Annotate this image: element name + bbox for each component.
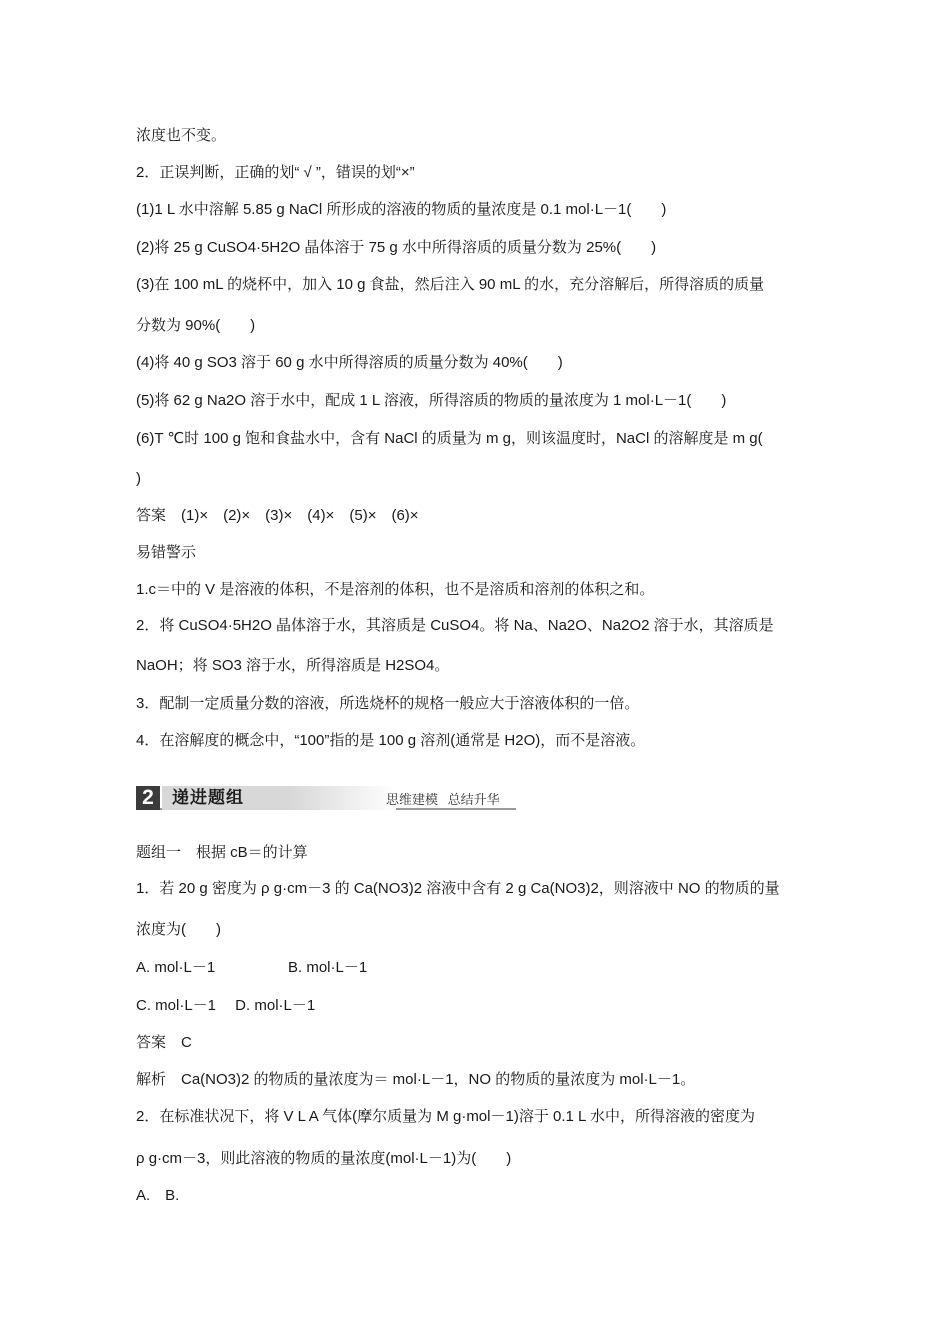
question-item: (1)1 L 水中溶解 5.85 g NaCl 所形成的溶液的物质的量浓度是 0.1 mol·L－1( ) [136, 201, 667, 218]
options-line: A. B. [136, 1187, 180, 1204]
text-line: ) [136, 470, 141, 487]
warning-item: 3．配制一定质量分数的溶液，所选烧杯的规格一般应大于溶液体积的一倍。 [136, 695, 640, 712]
section-header [136, 786, 516, 810]
warning-heading: 易错警示 [136, 544, 197, 561]
question-heading: 2．正误判断，正确的划“ √ ”，错误的划“×” [136, 164, 415, 181]
text-line: 浓度为( ) [136, 921, 221, 938]
answer-line: 答案 C [136, 1034, 192, 1051]
question-item: (5)将 62 g Na2O 溶于水中，配成 1 L 溶液，所得溶质的物质的量浓度为 1 mol·L－1( ) [136, 392, 727, 409]
text-line: 浓度也不变。 [136, 127, 227, 144]
explanation-line: 解析 Ca(NO3)2 的物质的量浓度为＝ mol·L－1，NO 的物质的量浓度为 mol·L－1。 [136, 1071, 696, 1088]
question-item: (2)将 25 g CuSO4·5H2O 晶体溶于 75 g 水中所得溶质的质量分数为 25%( ) [136, 239, 657, 256]
warning-item: 1.c＝中的 V 是溶液的体积，不是溶剂的体积，也不是溶质和溶剂的体积之和。 [136, 581, 655, 598]
group-heading: 题组一 根据 cB＝的计算 [136, 844, 308, 861]
section-number: 2 [136, 786, 160, 810]
question-item: (6)T ℃时 100 g 饱和食盐水中，含有 NaCl 的质量为 m g，则该温度时，NaCl 的溶解度是 m g( [136, 430, 763, 447]
option-a: A. mol·L－1 [136, 959, 216, 976]
section-subtitle: 思维建模 总结升华 [386, 792, 500, 807]
warning-item: 4．在溶解度的概念中，“100”指的是 100 g 溶剂(通常是 H2O)，而不是溶液。 [136, 732, 646, 749]
text-line: NaOH；将 SO3 溶于水，所得溶质是 H2SO4。 [136, 657, 450, 674]
warning-item: 2．将 CuSO4·5H2O 晶体溶于水，其溶质是 CuSO4。将 Na、Na2O、Na2O2 溶于水，其溶质是 [136, 617, 774, 634]
section-title: 递进题组 [172, 788, 244, 807]
option-b: B. mol·L－1 [288, 959, 368, 976]
text-line: ρ g·cm－3，则此溶液的物质的量浓度(mol·L－1)为( ) [136, 1150, 512, 1167]
options-line: C. mol·L－1 D. mol·L－1 [136, 997, 316, 1014]
question-item: (3)在 100 mL 的烧杯中，加入 10 g 食盐，然后注入 90 mL 的水，充分溶解后，所得溶质的质量 [136, 276, 765, 293]
question-item: (4)将 40 g SO3 溶于 60 g 水中所得溶质的质量分数为 40%( ) [136, 354, 563, 371]
question-item: 2．在标准状况下，将 V L A 气体(摩尔质量为 M g·mol－1)溶于 0.1 L 水中，所得溶液的密度为 [136, 1108, 755, 1125]
question-item: 1．若 20 g 密度为 ρ g·cm－3 的 Ca(NO3)2 溶液中含有 2 g Ca(NO3)2，则溶液中 NO 的物质的量 [136, 880, 780, 897]
text-line: 分数为 90%( ) [136, 317, 256, 334]
section-title-box [162, 786, 396, 810]
answer-line: 答案 (1)× (2)× (3)× (4)× (5)× (6)× [136, 507, 419, 524]
